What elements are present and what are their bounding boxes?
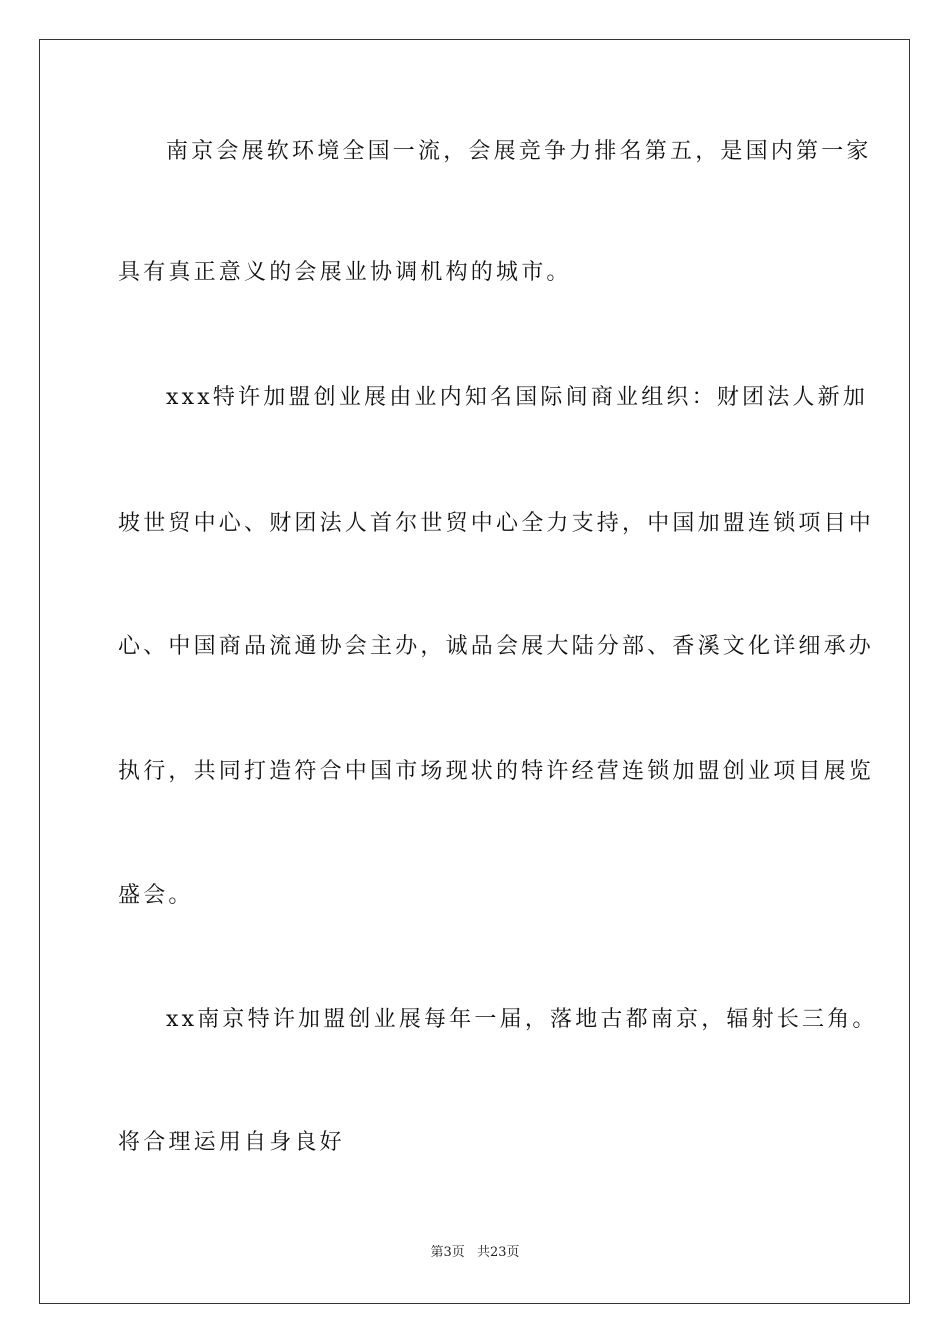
- page-number: 第3页: [430, 1245, 465, 1260]
- paragraph-1-line-1: 南京会展软环境全国一流，会展竞争力排名第五，是国内第一家: [166, 139, 872, 164]
- paragraph-1-line-2: 具有真正意义的会展业协调机构的城市。: [118, 260, 572, 285]
- paragraph-2-line-1: xxx特许加盟创业展由业内知名国际间商业组织：财团法人新加: [166, 385, 869, 410]
- page-frame: [39, 39, 910, 1304]
- page-total: 共23页: [476, 1245, 520, 1260]
- page-footer: [0, 1244, 950, 1262]
- paragraph-3-line-2: 将合理运用自身良好: [118, 1130, 345, 1155]
- paragraph-2-line-2: 坡世贸中心、财团法人首尔世贸中心全力支持，中国加盟连锁项目中: [118, 511, 875, 536]
- paragraph-2-line-3: 心、中国商品流通协会主办，诚品会展大陆分部、香溪文化详细承办: [118, 634, 875, 659]
- paragraph-2-line-4: 执行，共同打造符合中国市场现状的特许经营连锁加盟创业项目展览: [118, 759, 875, 784]
- paragraph-2-line-5: 盛会。: [118, 883, 194, 908]
- paragraph-3-line-1: xx南京特许加盟创业展每年一届，落地古都南京，辐射长三角。: [166, 1007, 878, 1032]
